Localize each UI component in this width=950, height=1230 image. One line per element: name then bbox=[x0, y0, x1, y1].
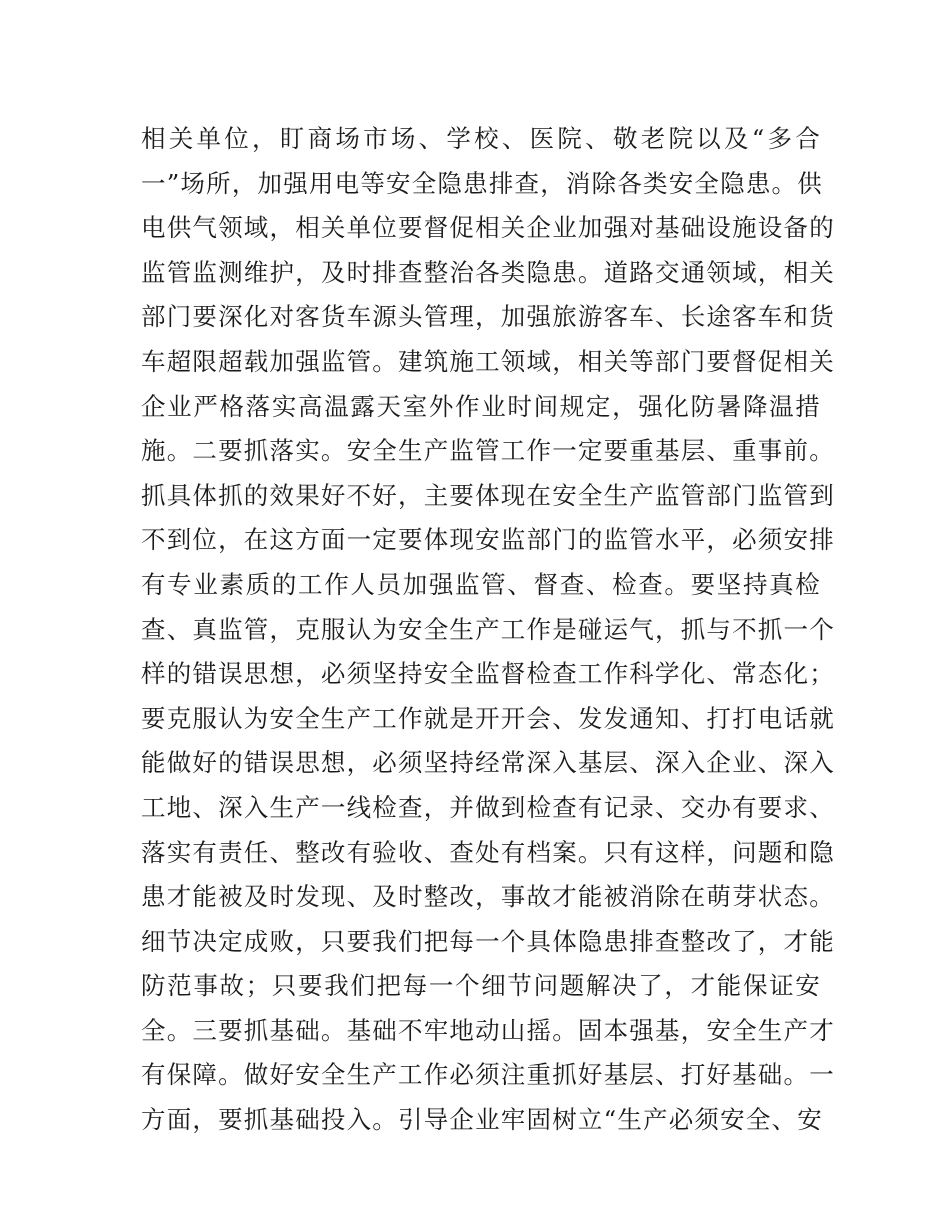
text-line: 抓具体抓的效果好不好，主要体现在安全生产监管部门监管到 bbox=[141, 480, 835, 510]
text-line: 防范事故；只要我们把每一个细节问题解决了，才能保证安 bbox=[141, 971, 821, 1001]
text-line: 工地、深入生产一线检查，并做到检查有记录、交办有要求、 bbox=[141, 792, 835, 822]
text-line: 能做好的错误思想，必须坚持经常深入基层、深入企业、深入 bbox=[141, 748, 835, 778]
text-line: 车超限超载加强监管。建筑施工领域，相关等部门要督促相关 bbox=[141, 346, 835, 376]
text-line: 方面，要抓基础投入。引导企业牢固树立“生产必须安全、安 bbox=[141, 1105, 823, 1135]
text-line: 有保障。做好安全生产工作必须注重抓好基层、打好基础。一 bbox=[141, 1060, 835, 1090]
text-line: 电供气领域，相关单位要督促相关企业加强对基础设施设备的 bbox=[141, 213, 835, 243]
text-line: 一”场所，加强用电等安全隐患排查，消除各类安全隐患。供 bbox=[141, 168, 823, 198]
text-line: 企业严格落实高温露天室外作业时间规定，强化防暑降温措 bbox=[141, 391, 821, 421]
body-text bbox=[141, 117, 835, 1143]
text-line: 相关单位，盯商场市场、学校、医院、敬老院以及“多合 bbox=[141, 124, 821, 153]
text-line: 查、真监管，克服认为安全生产工作是碰运气，抓与不抓一个 bbox=[141, 614, 835, 644]
text-line: 患才能被及时发现、及时整改，事故才能被消除在萌芽状态。 bbox=[141, 882, 835, 912]
text-line: 样的错误思想，必须坚持安全监督检查工作科学化、常态化； bbox=[141, 659, 835, 689]
text-line: 要克服认为安全生产工作就是开开会、发发通知、打打电话就 bbox=[141, 703, 835, 733]
text-line: 落实有责任、整改有验收、查处有档案。只有这样，问题和隐 bbox=[141, 837, 835, 867]
text-line: 全。三要抓基础。基础不牢地动山摇。固本强基，安全生产才 bbox=[141, 1015, 835, 1045]
text-line: 有专业素质的工作人员加强监管、督查、检查。要坚持真检 bbox=[141, 569, 821, 599]
text-line: 部门要深化对客货车源头管理，加强旅游客车、长途客车和货 bbox=[141, 302, 835, 332]
text-line: 施。二要抓落实。安全生产监管工作一定要重基层、重事前。 bbox=[141, 436, 835, 466]
text-line: 细节决定成败，只要我们把每一个具体隐患排查整改了，才能 bbox=[141, 926, 835, 956]
text-line: 监管监测维护，及时排查整治各类隐患。道路交通领域，相关 bbox=[141, 257, 835, 287]
text-line: 不到位，在这方面一定要体现安监部门的监管水平，必须安排 bbox=[141, 525, 835, 555]
